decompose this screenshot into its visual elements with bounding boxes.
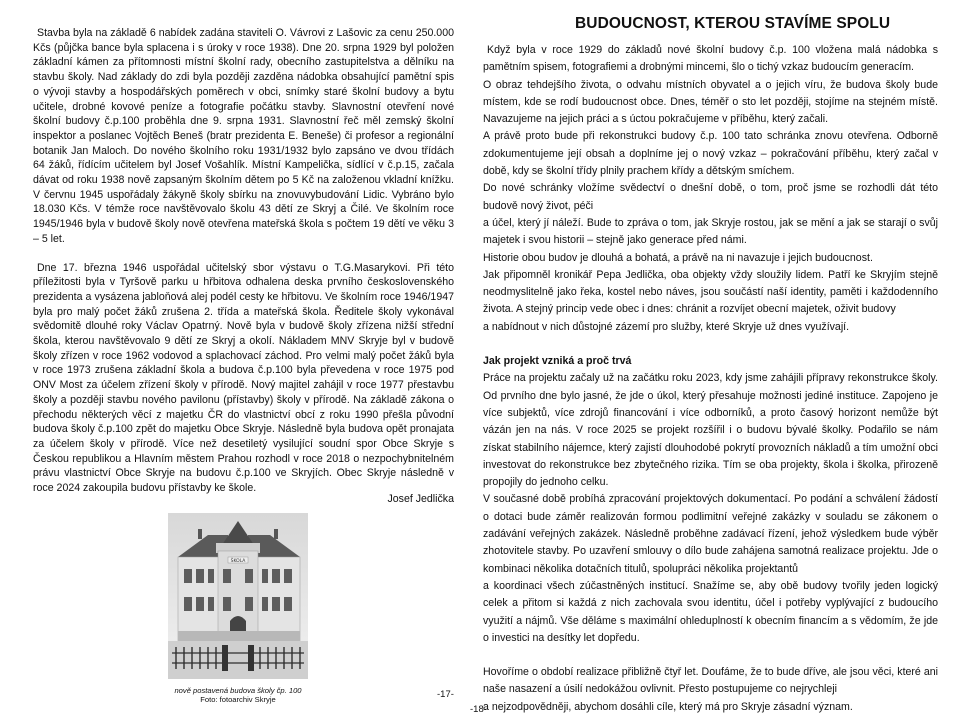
intro-paragraph-8: a nabídnout v nich důstojné zázemí pro služby, které Skryje už dnes využívají. (483, 320, 850, 333)
history-paragraph-1: Stavba byla na základě 6 nabídek zadána staviteli O. Vávrovi z Lašovic za cenu 250.000 Kčs (půjčka bance byla splacena i s úroky v roce 1938). Dne 20. srpna 1929 byl položen základní kámen za přítomnosti místní školní rady, obecního zastupitelstva a dělníku na stavbu školy. Nad základy do zdi byla později zazděna nádobka obsahující pamětní spis o vývoji stavby a hospodářských poměrech v obci, snímky staré školní budovy a bytu učitele, drobné kovové peníze a fotografie počátku stavby. Slavnostní otevření nové školní budovy č.p.100 proběhla dne 9. srpna 1931. Slavnostní řeč měl zemský školní inspektor a poslanec Vojtěch Beneš (bratr prezidenta E. Beneše) či profesor a regionální botanik Jan Maloch. Do nového školního roku 1931/1932 bylo zapsáno ve dvou třídách 64 žáků, řídícím učitelem byl Josef Vošahlík. Místní Kampelička, sídlící v č.p.15, začala dávat od roku 1938 nově zapsaným školním dětem po 5 Kč na založenou vkladní knížku. V červnu 1945 uspořádaly žákyně školy sbírku na znovuvybudování Lidic. Vybráno bylo 18.030 Kčs. V témže roce navštěvovalo školu 43 dětí ze Skryj a Čilé. Ve školním roce 1945/1946 byla v budově školy nově otevřena mateřská škola s počtem 19 dětí ve věku 3 – 5 let. (33, 27, 454, 245)
page-number-left: -17- (437, 689, 454, 700)
intro-paragraph-6: Historie obou budov je dlouhá a bohatá, a právě na ni navazuje i jejich budoucnost. (483, 251, 873, 264)
photo-caption (150, 686, 326, 704)
author-signature: Josef Jedlička (387, 493, 454, 505)
school-building-photo (168, 513, 308, 679)
intro-paragraph-4: Do nové schránky vložíme svědectví o dnešní době, o tom, proč jsme se rozhodli dát této budově nový život, péči (483, 182, 938, 212)
page-number-right: -18- (470, 704, 487, 715)
building-sign-text: ŠKOLA (230, 559, 246, 564)
photo-caption-credit: Foto: fotoarchiv Skryje (200, 695, 276, 704)
closing-paragraph-1: Hovoříme o období realizace přibližně čtyř let. Doufáme, že to bude dříve, ale jsou věci, které ani naše nasazení a úsilí nedokážou ovlivnit. Přesto postupujeme co nejrychleji (483, 666, 938, 696)
project-paragraph-2: V současné době probíhá zpracování projektových dokumentací. Po podání a schválení žádostí o dotaci bude záměr realizován formou podlimitní veřejné zakázky v souladu se zákonem o zadávání veřejných zakázek. Následně proběhne zadávací řízení, jehož výsledkem bude výběr zhotovitele stavby. Po uzavření smlouvy o dílo bude zahájena samotná realizace projektu. Jde o kombinaci několika dotačních titulů, spolupráci několika projektantů (483, 493, 938, 575)
project-paragraph-1: Práce na projektu začaly už na začátku roku 2023, kdy jsme zahájili přípravy rekonstrukce školy. Od prvního dne bylo jasné, že jde o úkol, který přesahuje možnosti jediné instituce. Zapojeno je více subjektů, více zdrojů financování i více odborníků, a proto časový horizont nemůže být vázán jen na nás. V roce 2025 se projekt rozšířil i o budovu bývalé školky. Podařilo se nám získat stabilního nájemce, který zajistí dlouhodobé pokrytí provozních nákladů a tím umožní obci investovat do rekonstrukce bez zbytečného rizika. Tím se oba projekty, škola i školka, přirozeně propojily do jednoho celku. (483, 372, 938, 489)
intro-paragraph-5: a účel, který jí náleží. Bude to zpráva o tom, jak Skryje rostou, jak se mění a jak se starají o svůj majetek i svou historii – stejně jako generace před námi. (483, 216, 938, 247)
intro-paragraph-2: O obraz tehdejšího života, o odvahu místních obyvatel a o jejich víru, že budova školy bude místem, kde se rodí budoucnost obce. Dnes, téměř o sto let později, stojíme na stejném místě. Navazujeme na jejich práci a s úctou pokračujeme v příběhu, který začali. (483, 78, 938, 126)
photo-caption-title: nově postavená budova školy čp. 100 (174, 686, 302, 695)
section-spacer (483, 647, 938, 664)
left-page-column (33, 26, 454, 505)
project-paragraph-3: a koordinaci všech zúčastněných institucí. Snažíme se, aby obě budovy tvořily jeden logický celek a přitom si každá z nich zachovala svou identitu, účel i potřeby vyplývající z budoucího využití a nájmů. Vše děláme s maximální ohleduplností k obecním financím a s vědomím, že jde o investici na desítky let dopředu. (483, 579, 938, 644)
history-paragraph-2: Dne 17. března 1946 uspořádal učitelský sbor výstavu o T.G.Masarykovi. Při této příležitosti byla v Tyršově parku u hřbitova odhalena deska prvního československého prezidenta a vysázena jabloňová alej podél cesty ke hřbitovu. Ve školním roce 1946/1947 byla pro malý počet žáků zrušena 2. třída a mateřská škola. Ředitele školy vykonával svědomitě dlouhé roky Václav Opatrný. Nově byla v budově školy zřízena nižší střední škola, kterou navštěvovalo 9 dětí ze Skryj a okolí. Nákladem MNV Skryje byl v budově školy zřízen v roce 1962 vodovod a splachovací záchod. Pro velmi malý počet žáků byla v roce 1973 zrušena základní škola a budova č.p.100 byla převedena v roce 1975 pod ONV Most za účelem zřízení školy v přírodě. Nový majitel zahájil v roce 1977 přestavbu školy a později stavbu nového pavilonu (přístavby) školy v přírodě. Na základě zákona o přechodu některých věcí z majetku ČR do vlastnictví obcí z roku 1990 přešla původní budova školy č.p.100 zpět do majetku Obce Skryje. Následně byla budova opět pronajata za účelem školy v přírodě. Více než desetiletý vysilující soudní spor Obce Skryje s Českou republikou a Hlavním městem Prahou rozhodl v roce 2018 o nezpochybnitelném právu vlastnictví Obce Skryje na budovu č.p.100 ve Skryjích. Obec Skryje následně v roce 2024 zakoupila budovu přístavby ke škole. (33, 261, 454, 495)
section-heading: Jak projekt vzniká a proč trvá (483, 355, 632, 368)
intro-paragraph-3: A právě proto bude při rekonstrukci budovy č.p. 100 tato schránka znovu otevřena. Odborně zdokumentujeme její obsah a doplníme jej o nový vzkaz – pokračování příběhu, který začal v době, kdy se školní třídy plnily prachem křídy a dětským smíchem. (483, 130, 938, 178)
intro-paragraph-7: Jak připomněl kronikář Pepa Jedlička, oba objekty vždy sloužily lidem. Patří ke Skryjím stejně neodmyslitelně jako řeka, kostel nebo náves, jsou součástí naší identity, paměti i každodenního života. A stejný princip vede obec i dnes: chránit a rozvíjet obecní majetek, oživit budovy (483, 268, 938, 316)
closing-paragraph-2: a nejzodpovědněji, abychom dosáhli cíle, který má pro Skryje zásadní význam. (483, 700, 853, 713)
section-spacer (483, 336, 938, 353)
intro-paragraph-1: Když byla v roce 1929 do základů nové školní budovy č.p. 100 vložena malá nádobka s pamětním spisem, fotografiemi a drobnými mincemi, šlo o tichý vzkaz budoucím generacím. (483, 44, 938, 74)
article-title: BUDOUCNOST, KTEROU STAVÍME SPOLU (575, 15, 891, 32)
right-page-column (483, 14, 938, 716)
